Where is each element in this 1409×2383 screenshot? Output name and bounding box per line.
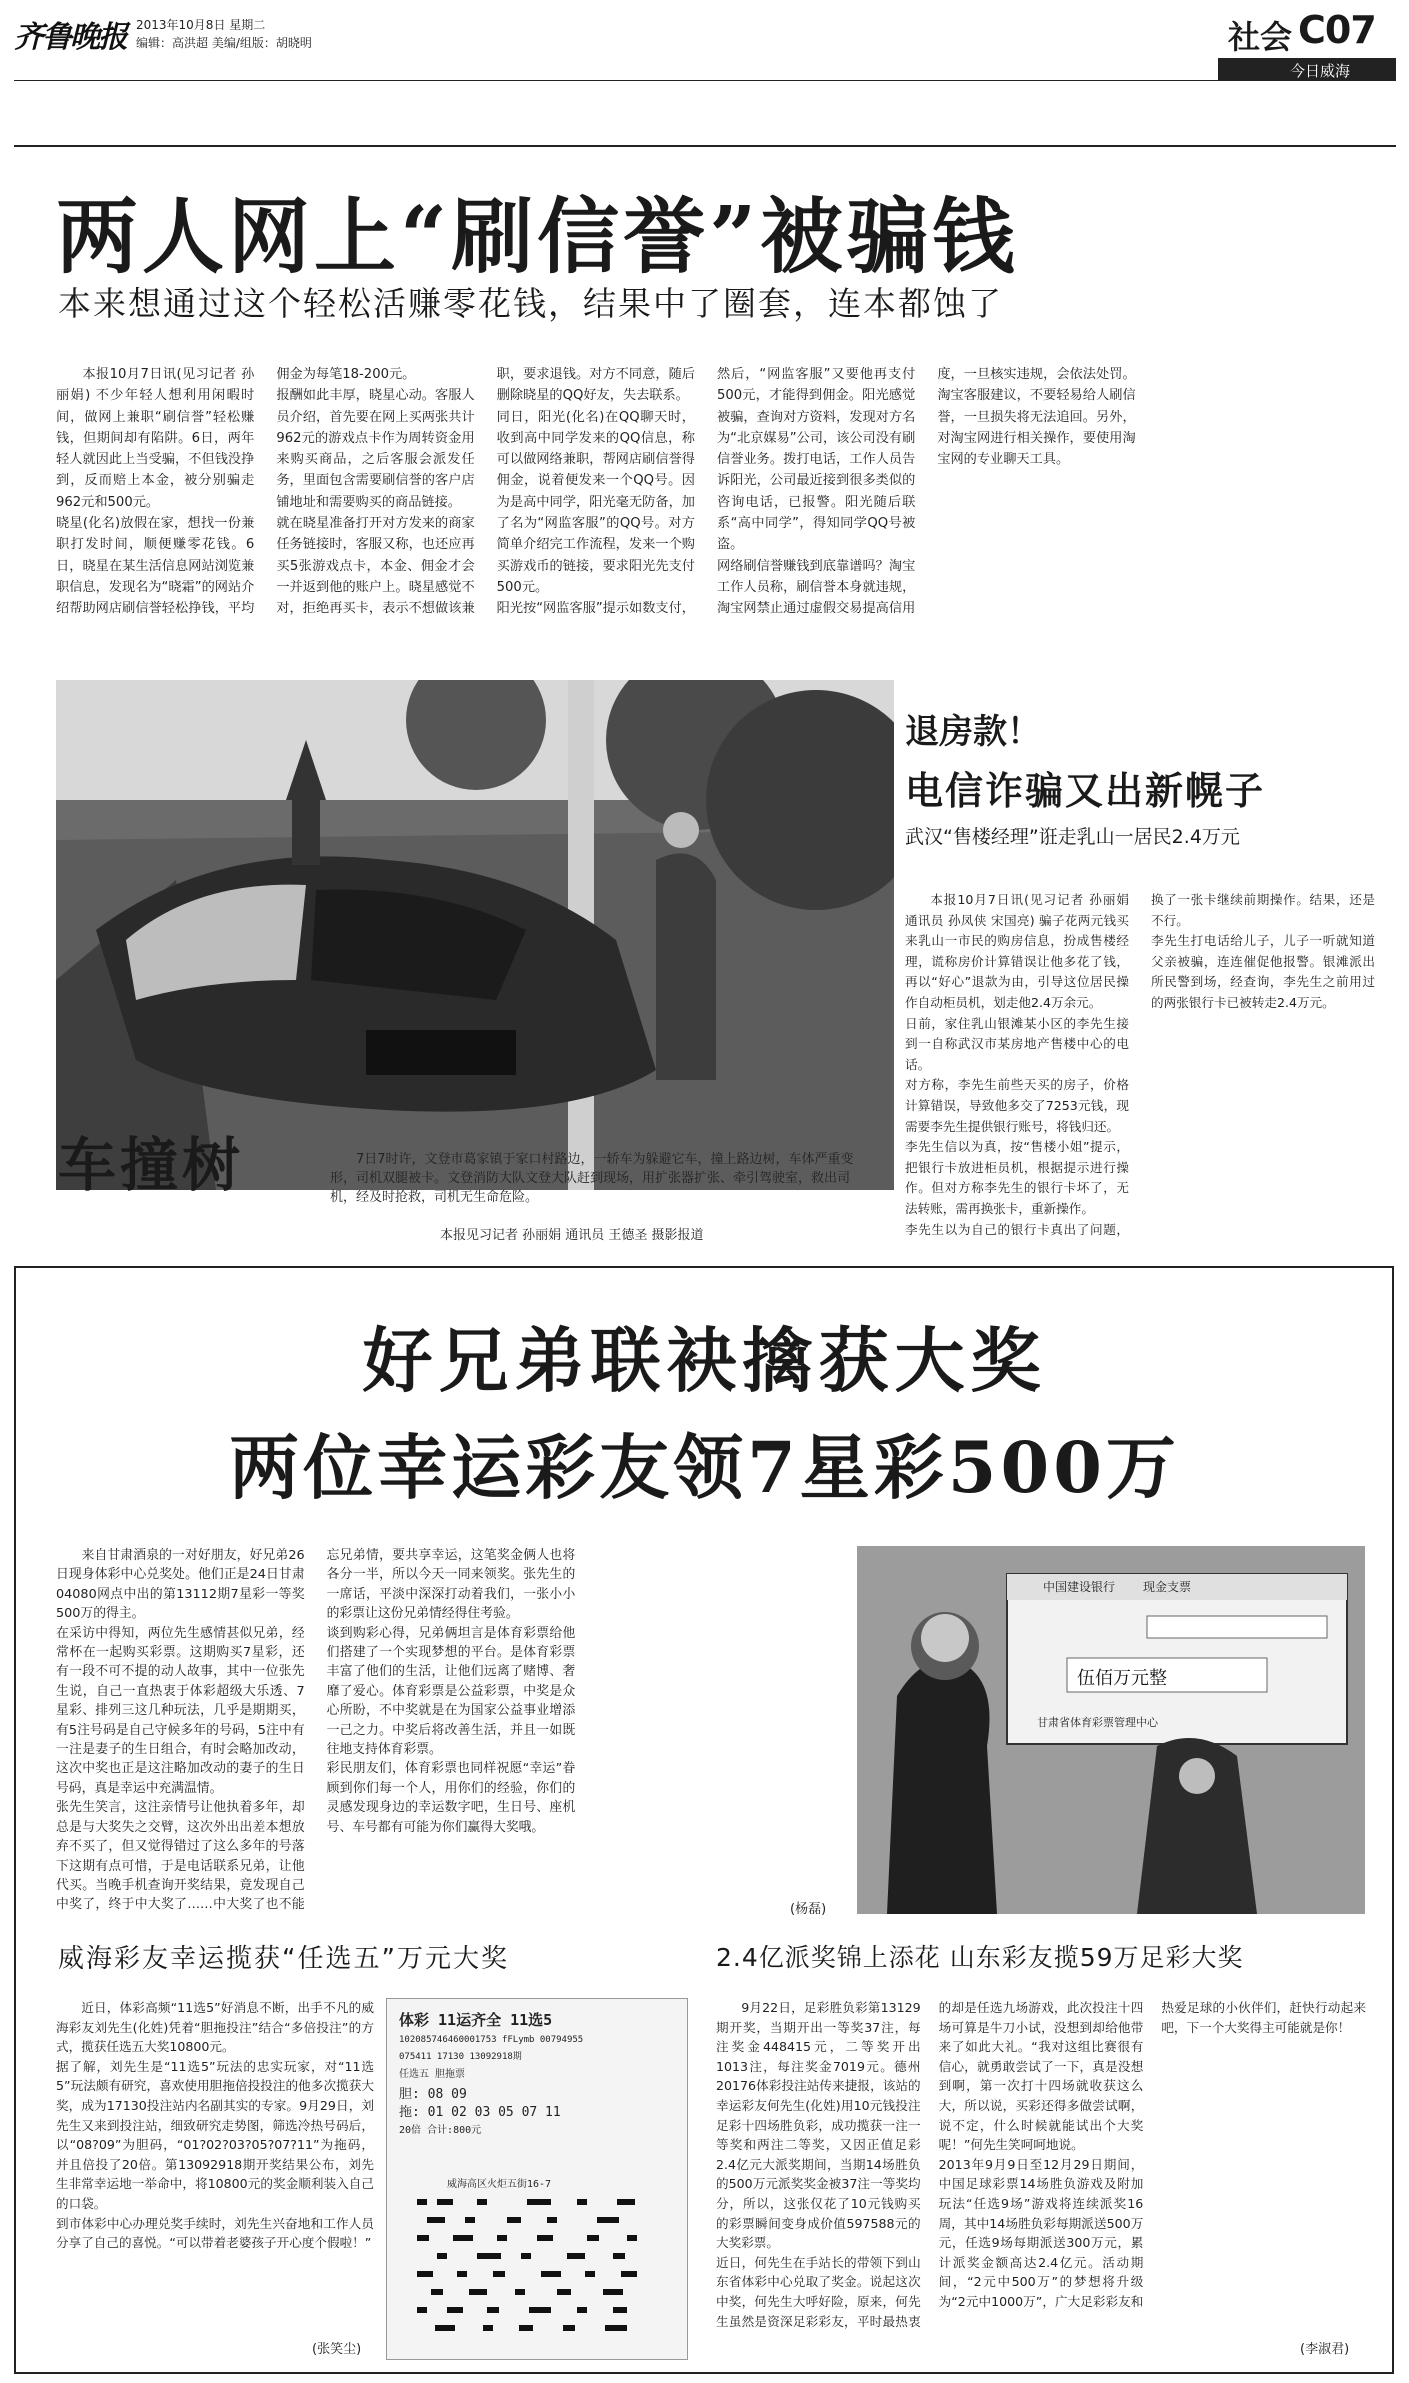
article1-body: 本报10月7日讯(见习记者 孙丽娟) 不少年轻人想利用闲暇时间，做网上兼职“刷信誉”轻松赚钱，但期间却有陷阱。6日，两年轻人就因此上当受骗，不但钱没挣到，反而赔上本金，被分别骗走962元和500元。 晓星(化名)放假在家，想找一份兼职打发时间，顺便赚零花钱。6日，晓星在某生活信息网站浏览兼职信息，发现名为“晓霜”的网站介绍帮助网店刷信誉轻松挣钱，平均佣金为每笔18-200元。 报酬如此丰厚，晓星心动。客服人员介绍，首先要在网上买两张共计962元的游戏点卡作为周转资金用来购买商品，之后客服会派发任务，里面包含需要刷信誉的客户店铺地址和需要购买的商品链接。 就在晓星准备打开对方发来的商家任务链接时，客服又称，也还应再买5张游戏点卡，本金、佣金才会一并返到他的账户上。晓星感觉不对，拒绝再买卡，表示不想做该兼职，要求退钱。对方不同意，随后删除晓星的QQ好友，失去联系。 同日，阳光(化名)在QQ聊天时，收到高中同学发来的QQ信息，称可以做网络兼职，帮网店刷信誉得佣金，说着便发来一个QQ号。因为是高中同学，阳光毫无防备，加了名为“网监客服”的QQ号。对方简单介绍完工作流程，发来一个购买游戏币的链接，要求阳光先支付500元。 阳光按“网监客服”提示如数支付，然后，“网监客服”又要他再支付500元，才能得到佣金。阳光感觉被骗，查询对方资料，发现对方名为“北京媒易”公司，该公司没有刷信誉业务。拨打电话，工作人员告诉阳光，公司最近接到很多类似的咨询电话，已报警。阳光随后联系“高中同学”，得知同学QQ号被盗。 网络刷信誉赚钱到底靠谱吗？淘宝工作人员称，刷信誉本身就违规，淘宝网禁止通过虚假交易提高信用度，一旦核实违规，会依法处罚。淘宝客服建议，不要轻易给人刷信誉，一旦损失将无法追回。另外，对淘宝网进行相关操作，要使用淘宝网的专业聊天工具。	[56, 367, 1136, 617]
edition-label: 今日威海	[1290, 62, 1351, 80]
ticket-title: 体彩 11运齐全 11选5	[399, 2011, 553, 2029]
car-crash-photo	[56, 680, 894, 1190]
page-number: C07	[1298, 8, 1376, 52]
article3-headline-2: 两位幸运彩友领7星彩500万	[229, 1426, 1180, 1509]
photo1-caption: 7日7时许，文登市葛家镇于家口村路边，一轿车为躲避它车，撞上路边树，车体严重变形，司机双腿被卡。文登消防大队文登大队赶到现场，用扩张器扩张、牵引驾驶室，救出司机，经及时抢救，司机无生命危险。	[330, 1152, 854, 1205]
article4-credit: (张笑尘)	[312, 2342, 362, 2357]
article3-body: 来自甘肃酒泉的一对好朋友，好兄弟26日现身体彩中心兑奖处。他们正是24日甘肃04080网点中出的第13112期7星彩一等奖500万的得主。 在采访中得知，两位先生感情甚似兄弟，经常杯在一起购买彩票。这期购买7星彩，还有一段不可不提的动人故事，其中一位张先生说，自己一直热衷于体彩超级大乐透、7星彩、排列三这几种玩法，几乎是期期买，有5注号码是自己守候多年的号码，5注中有一注是妻子的生日组合，有时会略加改动，这次中奖也正是这注略加改动的妻子的生日号码，真是幸运中充满温情。 张先生笑言，这注亲情号让他执着多年，却总是与大奖失之交臂，这次外出出差本想放弃不买了，但又觉得错过了这么多年的号落下这期有点可惜，于是电话联系兄弟，让他代买。当晚手机查询开奖结果，竟发现自己中奖了，终于中大奖了……中大奖了也不能忘兄弟情，要共享幸运，这笔奖金俩人也将各分一半，所以今天一同来领奖。张先生的一席话，平淡中深深打动着我们，一张小小的彩票让这份兄弟情经得住考验。 谈到购彩心得，兄弟俩坦言是体育彩票给他们搭建了一个实现梦想的平台。是体育彩票丰富了他们的生活，让他们远离了赌博、奢靡了爱心。体育彩票是公益彩票，中奖是众心所盼，不中奖就是在为国家公益事业增添一己之力。中奖后将改善生活，并且一如既往地支持体育彩票。 彩民朋友们，体育彩票也同样祝愿“幸运”眷顾到你们每一个人，用你们的经验，你们的灵感发现身边的幸运数字吧，生日号、座机号、车号都有可能为你们赢得大奖哦。	[56, 1548, 576, 1913]
ticket-line1: 102085746460001753 fFLymb 00794955	[399, 2035, 584, 2045]
article4-body: 近日，体彩高频“11选5”好消息不断，出手不凡的威海彩友刘先生(化姓)凭着“胆拖投注”结合“多倍投注”的方式，揽获任选五大奖10800元。 据了解，刘先生是“11选5”玩法的忠实玩家，对“11选5”玩法颇有研究，喜欢使用胆拖倍投投注的他多次揽获大奖，成为17130投注站内名副其实的专家。9月29日，刘先生又来到投注站，细致研究走势图，筛选冷热号码后，以“08?09”为胆码，“01?02?03?05?07?11”为拖码，并且倍投了20倍。第13092918期开奖结果公布，刘先生非常幸运地一举命中，将10800元的奖金顺利装入自己的口袋。 到市体彩中心办理兑奖手续时，刘先生兴奋地和工作人员分享了自己的喜悦。“可以带着老婆孩子开心度个假啦！”	[56, 2000, 374, 2251]
ticket-amount: 20倍 合计:800元	[399, 2125, 482, 2136]
photo1-tag: 车撞树	[58, 1131, 245, 1199]
check-bank: 中国建设银行	[1043, 1580, 1116, 1594]
article1-headline: 两人网上“刷信誉”被骗钱	[56, 189, 1019, 285]
article5-body: 9月22日，足彩胜负彩第13129期开奖，当期开出一等奖37注，每注奖金448415元，二等奖开出1013注，每注奖金7019元。德州20176体彩投注站传来捷报，该站的幸运彩友何先生(化姓)用10元钱投注足彩十四场胜负彩，成功揽获一注一等奖和两注二等奖，又因正值足彩2.4亿元大派奖期间，当期14场胜负的500万元派奖奖金被37注一等奖均分，所以，这张仅花了10元钱购买的彩票瞬间变身成价值597588元的大奖彩票。 近日，何先生在手站长的带领下到山东省体彩中心兑取了奖金。说起这次中奖，何先生大呼好险，原来，何先生虽然是资深足彩彩友，平时最热衷的却是任选九场游戏，此次投注十四场可算是牛刀小试，没想到却给他带来了如此大礼。“我对这组比赛很有信心，就勇敢尝试了一下，真是没想到啊，第一次打十四场就收获这么大，所以说，买彩还得多做尝试啊，说不定，什么时候就能试出个大奖呢！”何先生笑呵呵地说。 2013年9月9日至12月29日期间，中国足球彩票14场胜负游戏及附加玩法“任选9场”游戏将连续派奖16周，其中14场胜负彩每期派送500万元，任选9场每期派送300万元，累计派奖金额高达2.4亿元。活动期间，“2元中500万”的梦想将升级为“2元中1000万”，广大足彩彩友和热爱足球的小伙伴们，赶快行动起来吧，下一个大奖得主可能就是你！	[716, 2000, 1366, 2329]
article2-headline: 电信诈骗又出新幌子	[905, 769, 1266, 813]
article5-credit: (李淑君)	[1300, 2342, 1350, 2357]
article4-headline: 威海彩友幸运揽获“任选五”万元大奖	[58, 1944, 509, 1974]
check-amount: 伍佰万元整	[1077, 1668, 1167, 1689]
article5-headline: 2.4亿派奖锦上添花 山东彩友揽59万足彩大奖	[716, 1943, 1244, 1972]
masthead-logo: 齐鲁晚报	[14, 20, 126, 55]
car-crash-illustration	[56, 680, 894, 1190]
article3-credit: (杨磊)	[790, 1902, 827, 1917]
header-rule-thick	[14, 145, 1396, 147]
ticket-dan: 胆: 08 09	[399, 2087, 467, 2102]
prize-check-photo	[857, 1546, 1365, 1914]
lottery-ticket	[386, 1998, 688, 2360]
article2-subhead: 武汉“售楼经理”诳走乳山一居民2.4万元	[905, 826, 1240, 848]
prize-check-illustration	[857, 1546, 1365, 1914]
header-rule	[14, 80, 1396, 81]
ticket-tuo: 拖: 01 02 03 05 07 11	[399, 2105, 561, 2120]
date-line: 2013年10月8日 星期二	[136, 18, 266, 32]
article1-subhead: 本来想通过这个轻松活赚零花钱，结果中了圈套，连本都蚀了	[58, 284, 1003, 323]
photo1-credit: 本报见习记者 孙丽娟 通讯员 王德圣 摄影报道	[440, 1228, 704, 1243]
ticket-barcode	[417, 2199, 657, 2349]
article2-kicker: 退房款！	[905, 712, 1041, 752]
article2-body: 本报10月7日讯(见习记者 孙丽娟 通讯员 孙凤侠 宋国亮) 骗子花两元钱买来乳山一市民的购房信息，扮成售楼经理，谎称房价计算错误让他多花了钱，再以“好心”退款为由，引导这位居民操作自动柜员机，划走他2.4万余元。 日前，家住乳山银滩某小区的李先生接到一自称武汉市某房地产售楼中心的电话。 对方称，李先生前些天买的房子，价格计算错误，导致他多交了7253元钱，现需要李先生提供银行账号，将钱归还。 李先生信以为真，按“售楼小姐”提示，把银行卡放进柜员机，根据提示进行操作。但对方称李先生的银行卡坏了，无法转账，需再换张卡，重新操作。 李先生以为自己的银行卡真出了问题，换了一张卡继续前期操作。结果，还是不行。 李先生打电话给儿子，儿子一听就知道父亲被骗，连连催促他报警。银滩派出所民警到场，经查询，李先生之前用过的两张银行卡已被转走2.4万元。	[905, 892, 1375, 1237]
check-payee: 甘肃省体育彩票管理中心	[1037, 1716, 1158, 1729]
ticket-footer: 威海高区火炬五街16-7	[447, 2179, 552, 2190]
ticket-line2: 075411 17130 13092918期	[399, 2052, 522, 2062]
section-label: 社会	[1228, 18, 1293, 56]
article3-headline-1: 好兄弟联袂擒获大奖	[362, 1319, 1047, 1402]
ticket-line3: 任选五 胆拖票	[399, 2069, 466, 2080]
editor-line: 编辑：高洪超 美编/组版：胡晓明	[136, 36, 312, 50]
check-kind: 现金支票	[1143, 1580, 1192, 1594]
